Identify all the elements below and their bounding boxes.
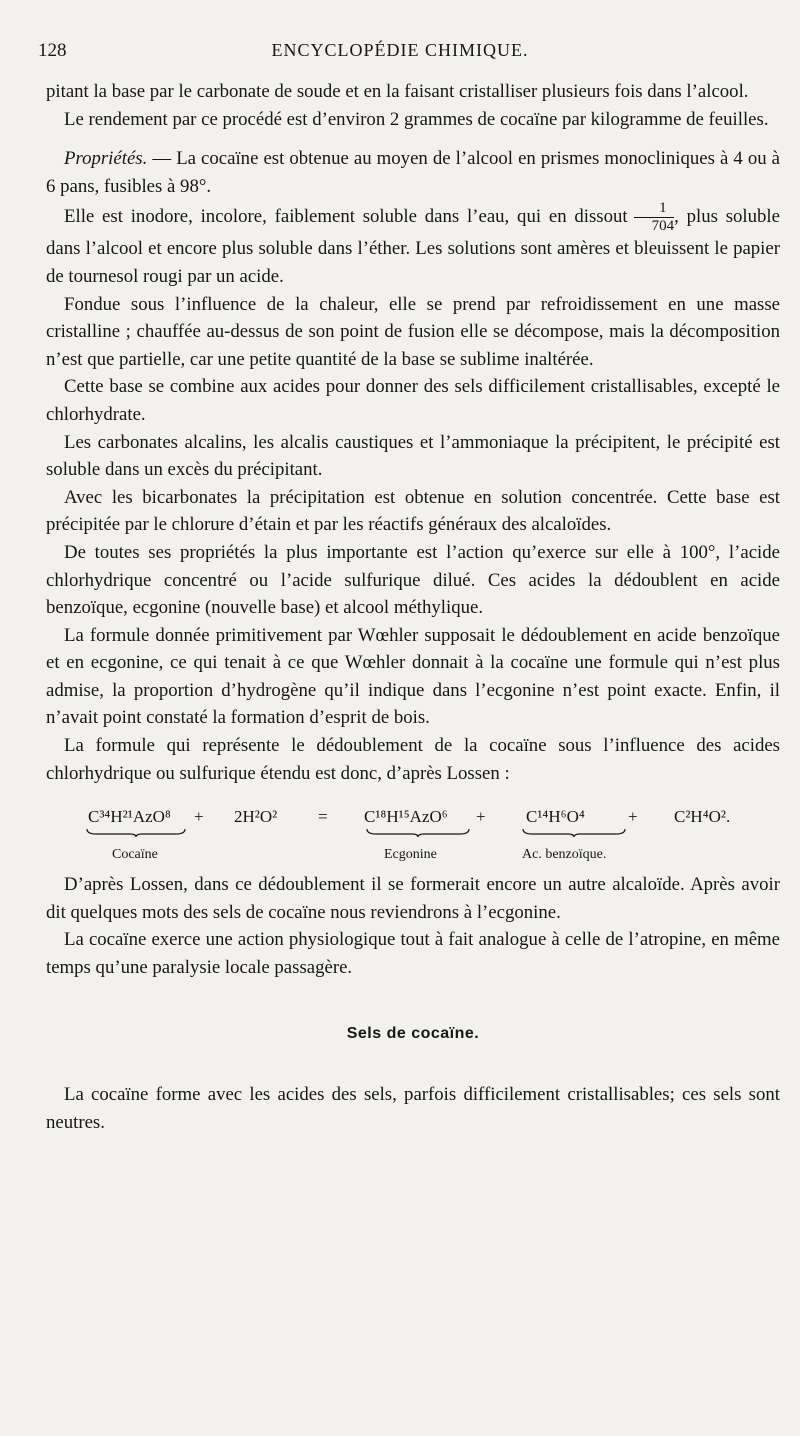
- paragraph: Le rendement par ce procédé est d’environ 2 grammes de cocaïne par kilogramme de feuilles.: [64, 108, 769, 130]
- paragraph-text: , plus soluble dans l’alcool et encore plus soluble dans l’éther. Les solutions sont amères et bleuissent le papier de tournesol rougi par un acide.: [46, 206, 780, 287]
- paragraph: La cocaïne exerce une action physiologique tout à fait analogue à celle de l’atropine, en même temps qu’une paralysie locale passagère.: [46, 929, 780, 979]
- equation-term-water: 2H²O²: [234, 807, 278, 827]
- paragraph: D’après Lossen, dans ce dédoublement il se formerait encore un autre alcaloïde. Après avoir dit quelques mots des sels de cocaïne nous reviendrons à l’ecgonine.: [46, 874, 780, 923]
- underbrace: [522, 828, 626, 838]
- equation-term-benzoic-acid: C¹⁴H⁶O⁴: [526, 807, 585, 827]
- underbrace: [366, 828, 470, 838]
- fraction-numerator: 1: [634, 200, 675, 218]
- paragraph: [46, 200, 780, 290]
- equation-term-ecgonine: C¹⁸H¹⁵AzO⁶: [364, 807, 448, 827]
- paragraph: pitant la base par le carbonate de soude et en la faisant cristalliser plusieurs fois dans l’alcool.: [46, 81, 749, 102]
- equation-label: Cocaïne: [112, 847, 158, 863]
- equation-operator: =: [318, 807, 328, 827]
- paragraph: De toutes ses propriétés la plus importante est l’action qu’exerce sur elle à 100°, l’acide chlorhydrique concentré ou l’acide sulfurique dilué. Ces acides la dédoublent en acide benzoïque, ecgonine (nouvelle base) et alcool méthylique.: [46, 541, 780, 619]
- equation-operator: +: [476, 807, 486, 827]
- paragraph: Avec les bicarbonates la précipitation est obtenue en solution concentrée. Cette base est précipitée par le chlorure d’étain et par les réactifs généraux des alcaloïdes.: [46, 486, 780, 536]
- chemical-equation: [46, 793, 780, 871]
- equation-operator: +: [628, 807, 638, 827]
- fraction-denominator: 704: [651, 218, 675, 235]
- equation-label: Ecgonine: [384, 847, 437, 863]
- page-number: 128: [38, 40, 67, 61]
- paragraph: La formule donnée primitivement par Wœhler supposait le dédoublement en acide benzoïque et en ecgonine, ce qui tenait à ce que Wœhler donnait à la cocaïne une formule qui n’est plus admise, la proportion d’hydrogène qu’il indique dans l’ecgonine n’est point exacte. Enfin, il n’avait point constaté la formation d’esprit de bois.: [46, 624, 780, 729]
- equation-term-cocaine: C³⁴H²¹AzO⁸: [88, 807, 171, 827]
- fraction: [634, 200, 675, 235]
- paragraph: Cette base se combine aux acides pour donner des sels difficilement cristallisables, excepté le chlorhydrate.: [46, 376, 780, 425]
- paragraph-text: Elle est inodore, incolore, faiblement soluble dans l’eau, qui en dissout: [64, 206, 628, 228]
- running-title: ENCYCLOPÉDIE CHIMIQUE.: [271, 40, 529, 60]
- section-label: Propriétés.: [64, 148, 148, 170]
- paragraph: Fondue sous l’influence de la chaleur, elle se prend par refroidissement en une masse cristalline ; chauffée au-dessus de son point de fusion elle se décompose, mais la décomposition n’est que partielle, car une petite quantité de la base se sublime inaltérée.: [46, 293, 780, 370]
- paragraph: La cocaïne forme avec les acides des sels, parfois difficilement cristallisables; ces sels sont neutres.: [46, 1084, 780, 1133]
- equation-term-methanol: C²H⁴O².: [674, 807, 731, 827]
- page-body: [46, 78, 780, 1136]
- paragraph-text: — La cocaïne est obtenue au moyen de l’alcool en prismes monocliniques à 4 ou à 6 pans, fusibles à 98°.: [46, 148, 780, 197]
- equation-operator: +: [194, 807, 204, 827]
- paragraph: La formule qui représente le dédoublement de la cocaïne sous l’influence des acides chlorhydrique ou sulfurique étendu est donc, d’après Lossen :: [46, 735, 780, 784]
- section-heading: Sels de cocaïne.: [346, 1024, 480, 1042]
- page-header: [38, 40, 762, 70]
- underbrace: [86, 828, 186, 838]
- paragraph: Les carbonates alcalins, les alcalis caustiques et l’ammoniaque la précipitent, le précipité est soluble dans un excès du précipitant.: [46, 431, 780, 481]
- paragraph: [46, 145, 780, 200]
- equation-label: Ac. benzoïque.: [522, 847, 607, 863]
